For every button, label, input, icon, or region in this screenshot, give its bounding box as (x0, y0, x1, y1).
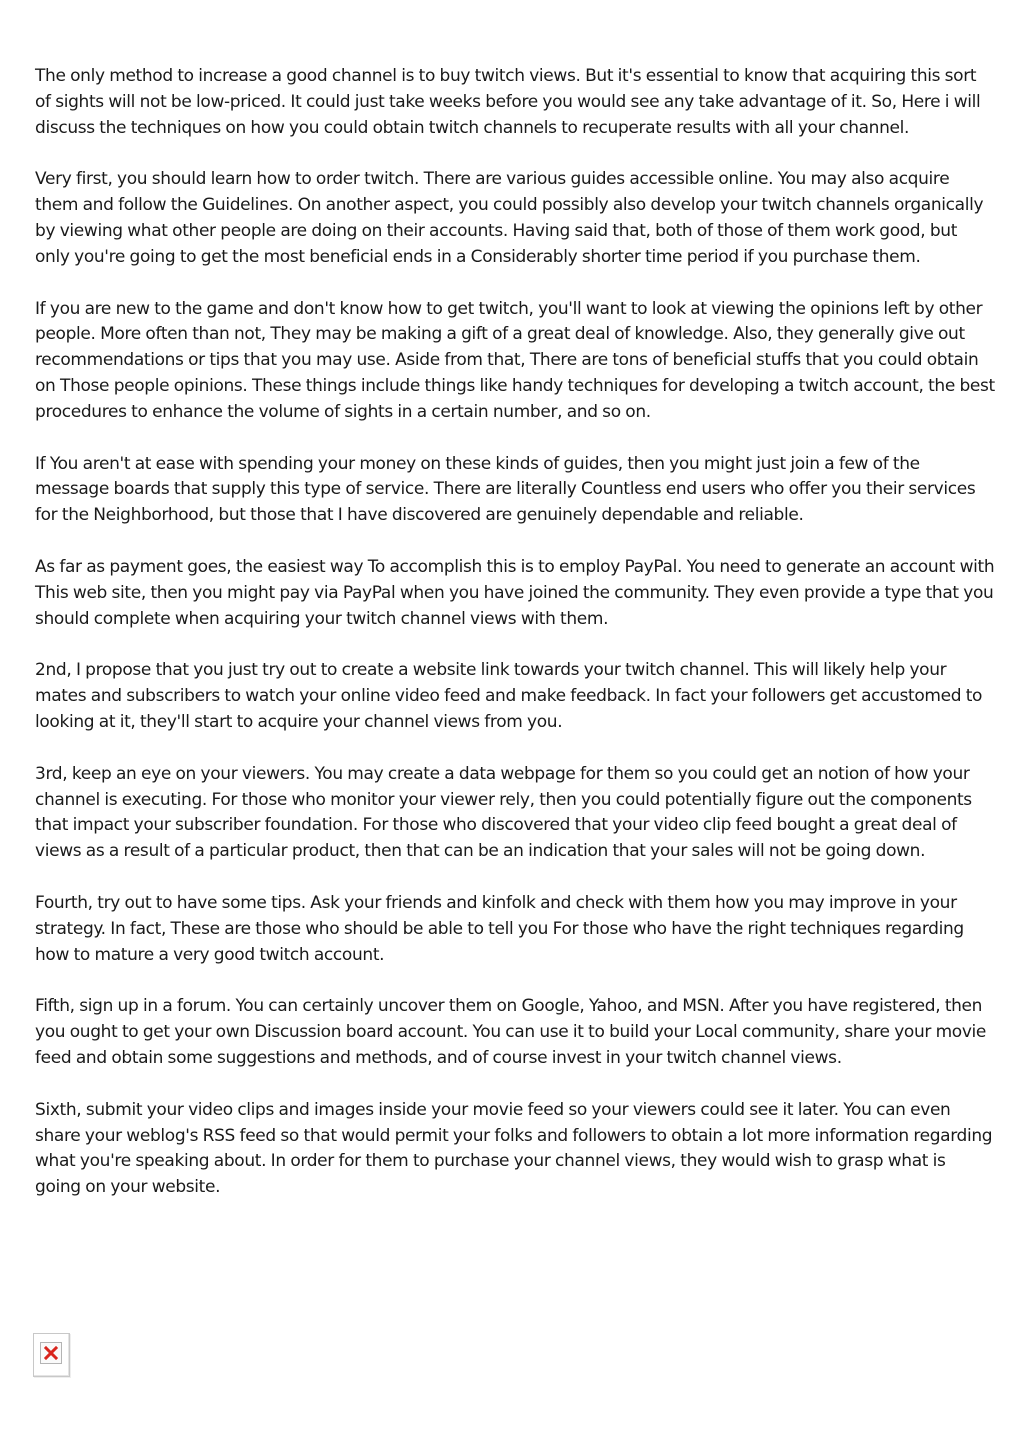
paragraph-4: If You aren't at ease with spending your money on these kinds of guides, then you might just join a few of the message boards that supply this type of service. There are literally Countless end users who offer you their services for the Neighborhood, but those that I have discovered are genuinely dependable and reliable. (35, 453, 976, 526)
paragraph-9: Fifth, sign up in a forum. You can certainly uncover them on Google, Yahoo, and MSN. After you have registered, then you ought to get your own Discussion board account. You can use it to build your Local community, share your movie feed and obtain some suggestions and methods, and of course invest in your twitch channel views. (35, 996, 987, 1068)
paragraph-3: If you are new to the game and don't know how to get twitch, you'll want to look at viewing the opinions left by other people. More often than not, They may be making a gift of a great deal of knowledge. Also, they generally give out recommendations or tips that you may use. Aside from that, There are tons of beneficial stuffs that you could obtain on Those people opinions. These things include things like handy techniques for developing a twitch account, the best procedures to enhance the volume of sights in a certain number, and so on. (35, 298, 995, 422)
article-body (35, 64, 995, 1227)
paragraph-8: Fourth, try out to have some tips. Ask your friends and kinfolk and check with them how you may improve in your strategy. In fact, These are those who should be able to tell you For those who have the right techniques regarding how to mature a very good twitch account. (35, 892, 964, 965)
paragraph-7: 3rd, keep an eye on your viewers. You may create a data webpage for them so you could get an notion of how your channel is executing. For those who monitor your viewer rely, then you could potentially figure out the components that impact your subscriber foundation. For those who discovered that your video clip feed bought a great deal of views as a result of a particular product, then that can be an indication that your sales will not be going down. (35, 763, 972, 862)
broken-image-placeholder (33, 1333, 70, 1377)
paragraph-6: 2nd, I propose that you just try out to create a website link towards your twitch channel. This will likely help your mates and subscribers to watch your online video feed and make feedback. In fact your followers get accustomed to looking at it, they'll start to acquire your channel views from you. (35, 660, 983, 732)
broken-image-icon (44, 1346, 58, 1360)
paragraph-5: As far as payment goes, the easiest way To accomplish this is to employ PayPal. You need to generate an account with This web site, then you might pay via PayPal when you have joined the community. They even provide a type that you should complete when acquiring your twitch channel views with them. (35, 556, 995, 629)
broken-image-frame (40, 1342, 62, 1364)
paragraph-10: Sixth, submit your video clips and images inside your movie feed so your viewers could see it later. You can even share your weblog's RSS feed so that would permit your folks and followers to obtain a lot more information regarding what you're speaking about. In order for them to purchase your channel views, they would wish to grasp what is going on your website. (35, 1099, 993, 1198)
paragraph-1: The only method to increase a good channel is to buy twitch views. But it's essential to know that acquiring this sort of sights will not be low-priced. It could just take weeks before you would see any take advantage of it. So, Here i will discuss the techniques on how you could obtain twitch channels to recuperate results with all your channel. (35, 66, 981, 138)
paragraph-2: Very first, you should learn how to order twitch. There are various guides accessible online. You may also acquire them and follow the Guidelines. On another aspect, you could possibly also develop your twitch channels organically by viewing what other people are doing on their accounts. Having said that, both of those of them work good, but only you're going to get the most beneficial ends in a Considerably shorter time period if you purchase them. (35, 169, 984, 267)
